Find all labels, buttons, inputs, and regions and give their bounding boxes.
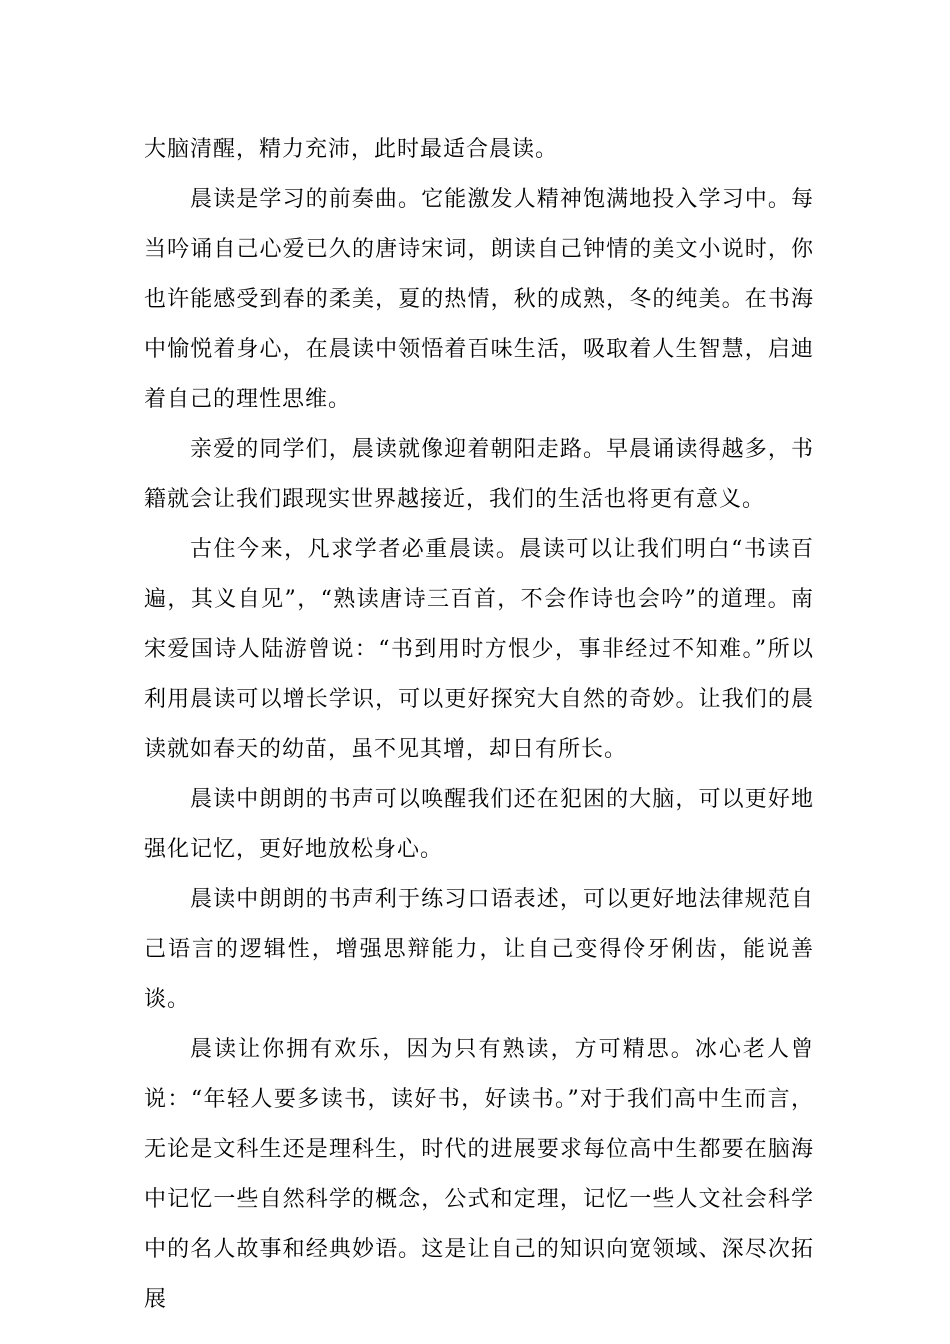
paragraph-6: 晨读中朗朗的书声利于练习口语表述，可以更好地法律规范自己语言的逻辑性，增强思辩能力，让自己变得伶牙俐齿，能说善谈。	[144, 887, 814, 1012]
paragraph-3: 亲爱的同学们，晨读就像迎着朝阳走路。早晨诵读得越多，书籍就会让我们跟现实世界越接近，我们的生活也将更有意义。	[144, 437, 814, 512]
paragraph-4: 古住今来，凡求学者必重晨读。晨读可以让我们明白“书读百遍，其义自见”，“熟读唐诗三百首，不会作诗也会吟”的道理。南宋爱国诗人陆游曾说：“书到用时方恨少，事非经过不知难。”所以利用晨读可以增长学识，可以更好探究大自然的奇妙。让我们的晨读就如春天的幼苗，虽不见其增，却日有所长。	[144, 537, 814, 762]
paragraph-7: 晨读让你拥有欢乐，因为只有熟读，方可精思。冰心老人曾说：“年轻人要多读书，读好书，好读书。”对于我们高中生而言，无论是文科生还是理科生，时代的进展要求每位高中生都要在脑海中记忆一些自然科学的概念，公式和定理，记忆一些人文社会科学中的名人故事和经典妙语。这是让自己的知识向宽领域、深尽次拓展	[144, 1037, 814, 1312]
paragraph-5: 晨读中朗朗的书声可以唤醒我们还在犯困的大脑，可以更好地强化记忆，更好地放松身心。	[144, 787, 814, 862]
document-body	[144, 125, 814, 1325]
paragraph-2: 晨读是学习的前奏曲。它能激发人精神饱满地投入学习中。每当吟诵自己心爱已久的唐诗宋词，朗读自己钟情的美文小说时，你也许能感受到春的柔美，夏的热情，秋的成熟，冬的纯美。在书海中愉悦着身心，在晨读中领悟着百味生活，吸取着人生智慧，启迪着自己的理性思维。	[144, 187, 814, 412]
paragraph-1: 大脑清醒，精力充沛，此时最适合晨读。	[144, 137, 559, 162]
